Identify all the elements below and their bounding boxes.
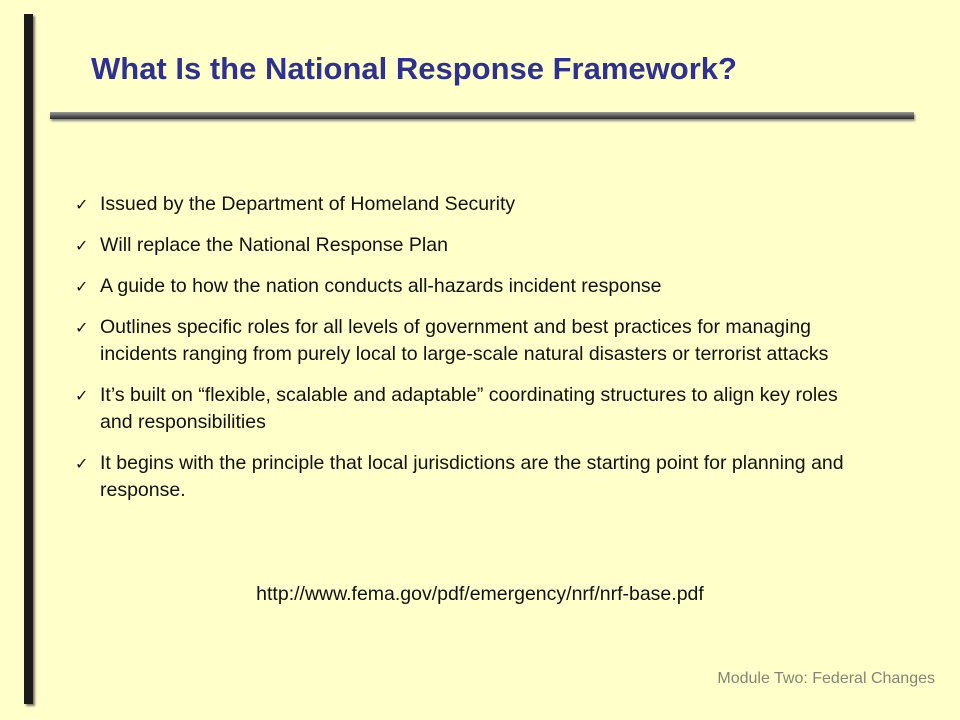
checkmark-icon: ✓ [75,454,89,473]
bullet-list [75,191,865,518]
bullet-item [75,232,865,259]
checkmark-icon: ✓ [75,318,89,337]
bullet-text: A guide to how the nation conducts all-hazards incident response [100,275,662,297]
bullet-item [75,382,865,436]
checkmark-icon: ✓ [75,236,89,255]
bullet-text: It begins with the principle that local jurisdictions are the starting point for planning and response. [100,452,844,501]
bullet-item [75,273,865,300]
bullet-text: Outlines specific roles for all levels of government and best practices for managing incidents ranging from purely local to large-scale natural disasters or terrorist attacks [100,316,829,365]
bullet-text: Will replace the National Response Plan [100,234,448,256]
checkmark-icon: ✓ [75,277,89,296]
checkmark-icon: ✓ [75,386,89,405]
bullet-text: Issued by the Department of Homeland Security [100,193,516,215]
title-divider [50,112,914,119]
footer-module-label: Module Two: Federal Changes [717,670,935,687]
bullet-text: It’s built on “flexible, scalable and adaptable” coordinating structures to align key roles and responsibilities [100,384,838,433]
reference-link[interactable]: http://www.fema.gov/pdf/emergency/nrf/nrf-base.pdf [256,583,704,605]
slide-title: What Is the National Response Framework? [91,51,737,86]
bullet-item [75,191,865,218]
bullet-item [75,450,865,504]
checkmark-icon: ✓ [75,195,89,214]
bullet-item [75,314,865,368]
